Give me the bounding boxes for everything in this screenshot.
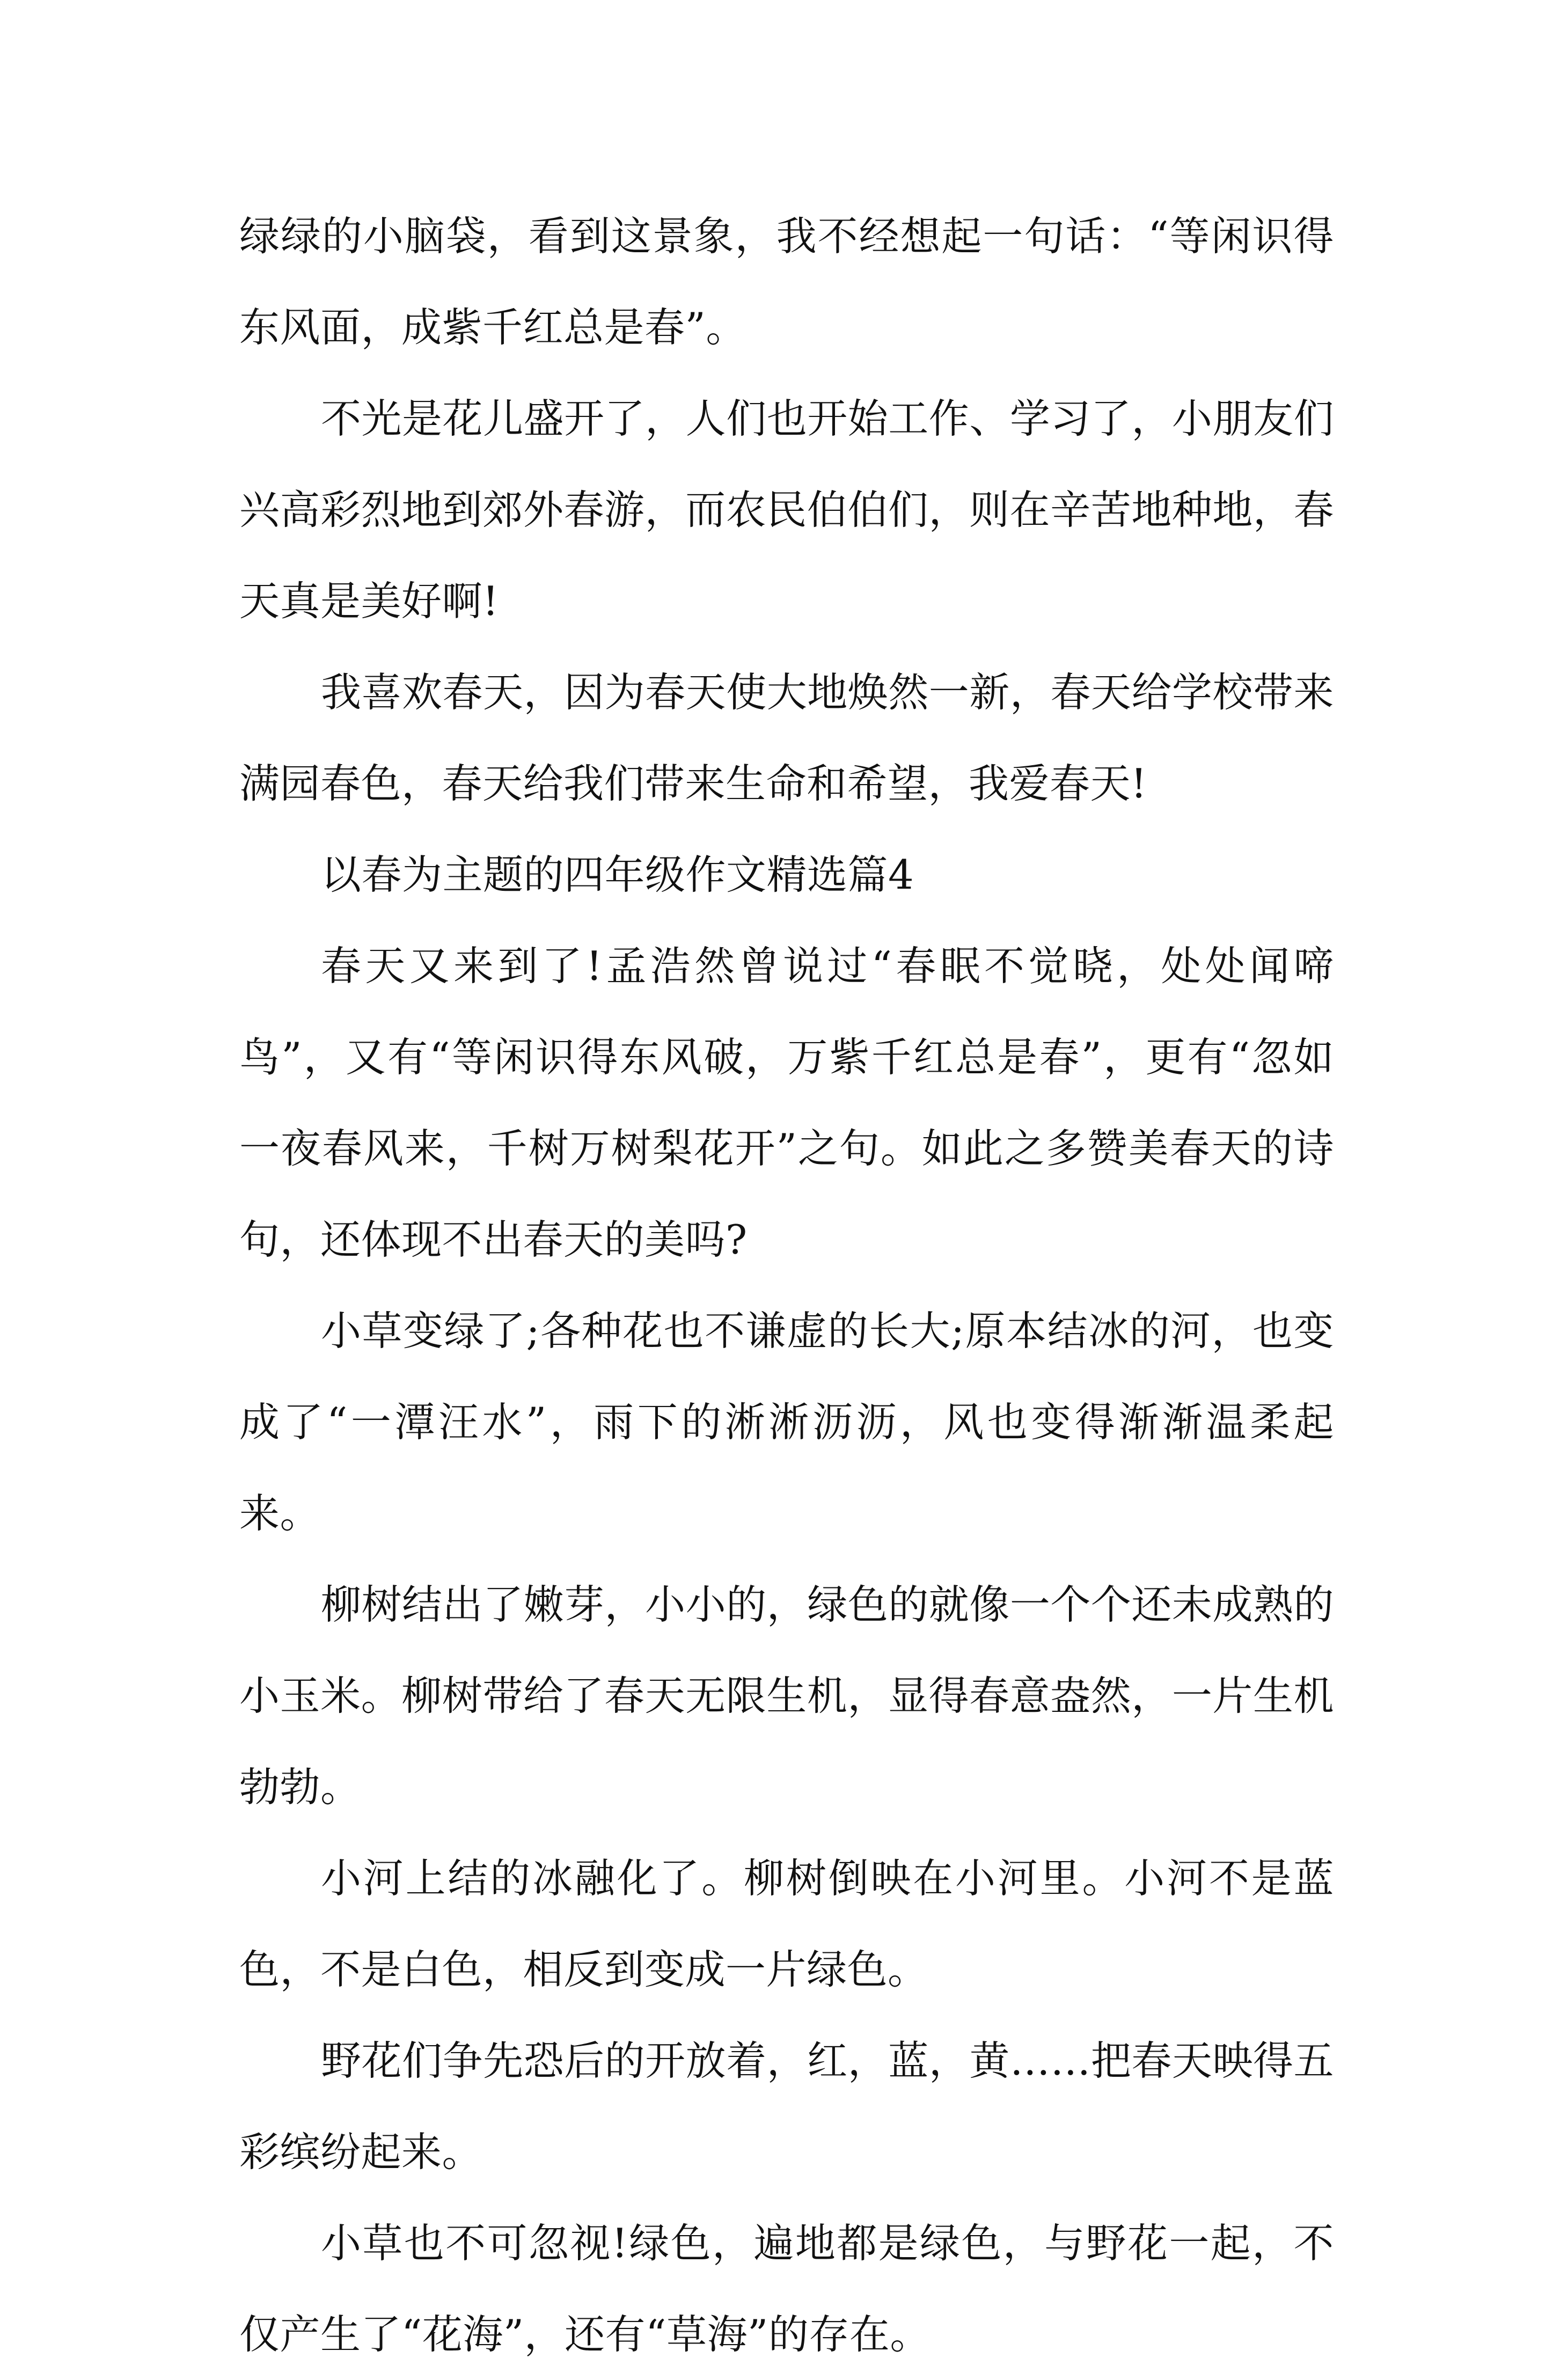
paragraph-5: 小草变绿了;各种花也不谦虚的长大;原本结冰的河，也变成了“一潭汪水”，雨下的淅淅沥沥，风也变得渐渐温柔起来。: [239, 1307, 1334, 1537]
paragraph-6: 柳树结出了嫩芽，小小的，绿色的就像一个个还未成熟的小玉米。柳树带给了春天无限生机，显得春意盎然，一片生机勃勃。: [239, 1581, 1334, 1811]
document-body: [239, 191, 1334, 2380]
paragraph-2: 不光是花儿盛开了，人们也开始工作、学习了，小朋友们兴高彩烈地到郊外春游，而农民伯伯们，则在辛苦地种地，春天真是美好啊!: [239, 395, 1334, 625]
paragraph-1: 绿绿的小脑袋，看到这景象，我不经想起一句话：“等闲识得东风面，成紫千红总是春”。: [239, 213, 1334, 351]
paragraph-7: 小河上结的冰融化了。柳树倒映在小河里。小河不是蓝色，不是白色，相反到变成一片绿色。: [239, 1855, 1334, 1993]
paragraph-9: 小草也不可忽视!绿色，遍地都是绿色，与野花一起，不仅产生了“花海”，还有“草海”的存在。: [239, 2220, 1334, 2358]
paragraph-3: 我喜欢春天，因为春天使大地焕然一新，春天给学校带来满园春色，春天给我们带来生命和希望，我爱春天!: [239, 669, 1334, 807]
paragraph-8: 野花们争先恐后的开放着，红，蓝，黄……把春天映得五彩缤纷起来。: [239, 2037, 1334, 2176]
paragraph-4: 春天又来到了!孟浩然曾说过“春眠不觉晓，处处闻啼鸟”，又有“等闲识得东风破，万紫千红总是春”，更有“忽如一夜春风来，千树万树梨花开”之句。如此之多赞美春天的诗句，还体现不出春天的美吗?: [239, 942, 1334, 1263]
section-heading: 以春为主题的四年级作文精选篇4: [321, 851, 914, 898]
